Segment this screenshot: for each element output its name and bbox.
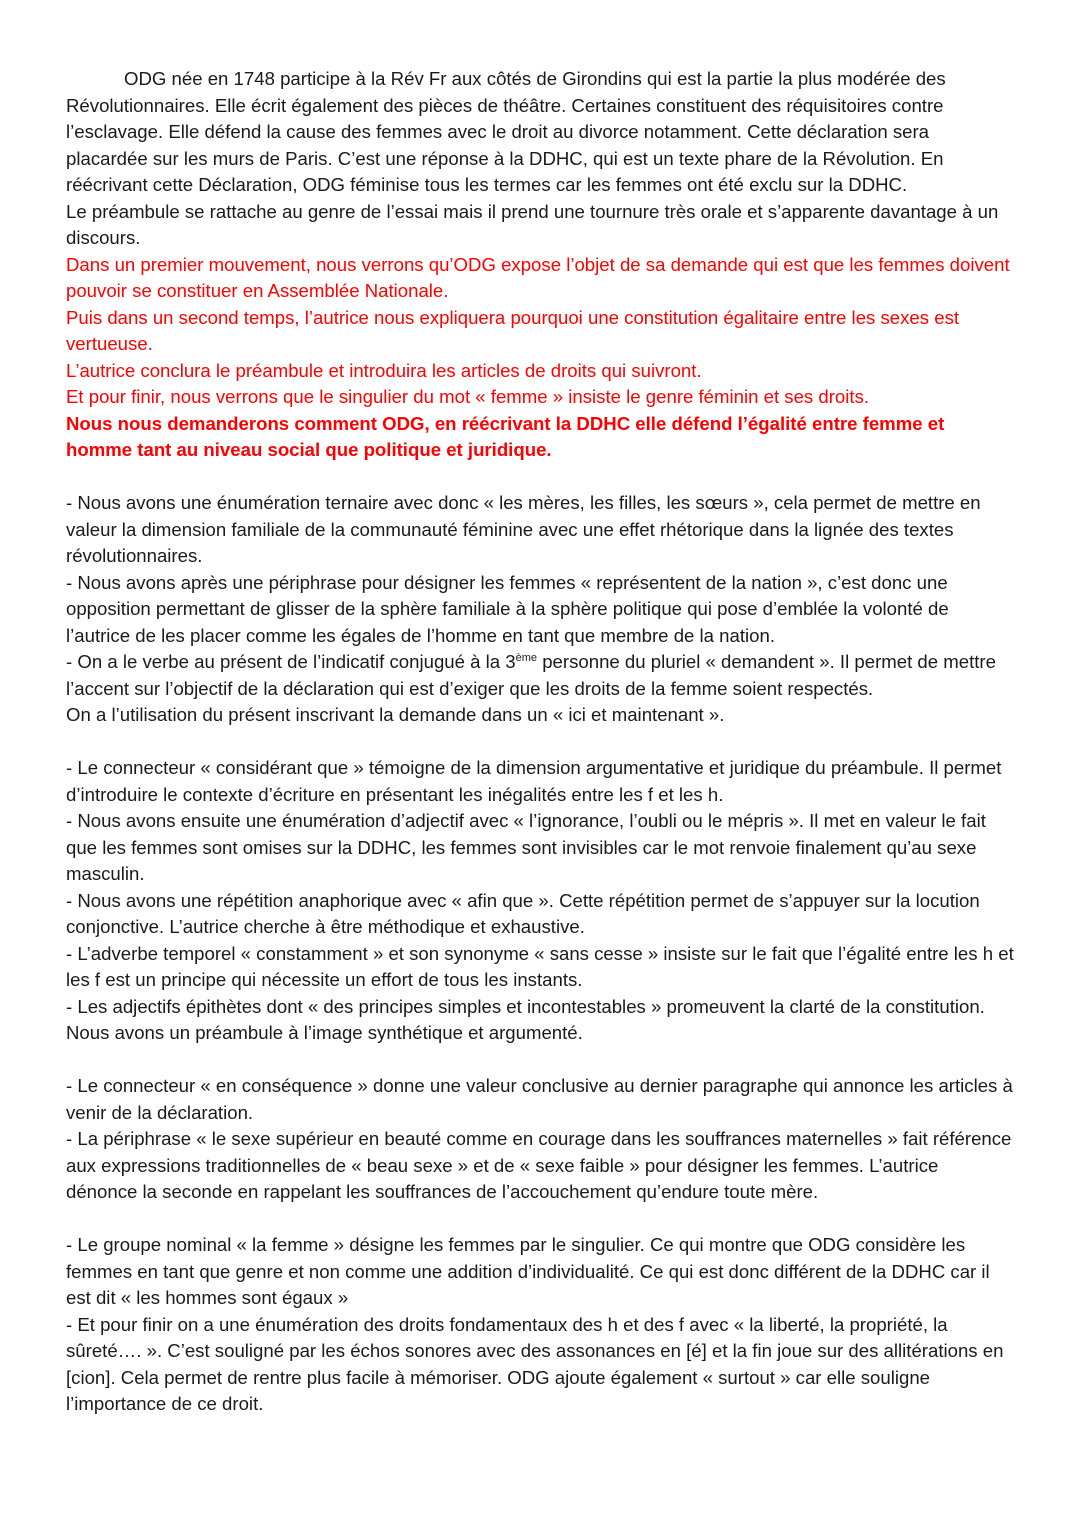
- superscript: ème: [515, 652, 538, 664]
- analysis-text: personne du pluriel « demandent ». Il permet de mettre l’accent sur l’objectif de la déclaration qui est d’exiger que les droits de la femme soient respectés.: [66, 651, 996, 699]
- spacer: [66, 464, 1014, 491]
- analysis-item: - Et pour finir on a une énumération des droits fondamentaux des h et des f avec « la liberté, la propriété, la sûreté…. ». C’est souligné par les échos sonores avec des assonances en [é] et la fin joue sur des allitérations en [cion]. Cela permet de rentre plus facile à mémoriser. ODG ajoute également « surtout » car elle souligne l’importance de ce droit.: [66, 1313, 1004, 1414]
- analysis-item: - Le groupe nominal « la femme » désigne les femmes par le singulier. Ce qui montre que ODG considère les femmes en tant que genre et non comme une addition d’individualité. Ce qui est donc différent de la DDHC car il est dit « les hommes sont égaux »: [66, 1234, 990, 1308]
- analysis-item: - Le connecteur « considérant que » témoigne de la dimension argumentative et juridique du préambule. Il permet d’introduire le contexte d’écriture en présentant les inégalités entre les f et les h.: [66, 757, 1002, 805]
- analysis-item: - Le connecteur « en conséquence » donne une valeur conclusive au dernier paragraphe qui annonce les articles à venir de la déclaration.: [66, 1075, 1013, 1123]
- analysis-item: - L’adverbe temporel « constamment » et son synonyme « sans cesse » insiste sur le fait que l’égalité entre les h et les f est un principe qui nécessite un effort de tous les instants.: [66, 942, 1014, 990]
- analysis-item: - Nous avons une énumération ternaire avec donc « les mères, les filles, les sœurs », cela permet de mettre en valeur la dimension familiale de la communauté féminine avec une effet rhétorique dans la lignée des textes révolutionnaires.: [66, 492, 981, 566]
- plan-movement-4: Et pour finir, nous verrons que le singulier du mot « femme » insiste le genre féminin et ses droits.: [66, 386, 870, 407]
- plan-movement-3: L’autrice conclura le préambule et introduira les articles de droits qui suivront.: [66, 359, 702, 381]
- analysis-item: - Nous avons ensuite une énumération d’adjectif avec « l’ignorance, l’oubli ou le mépris ». Il met en valeur le fait que les femmes sont omises sur la DDHC, les femmes sont invisibles car le mot renvoie finalement qu’au sexe masculin.: [66, 810, 986, 884]
- plan-movement-2: Puis dans un second temps, l’autrice nous expliquera pourquoi une constitution égalitaire entre les sexes est vertueuse.: [66, 306, 960, 354]
- analysis-item: [66, 649, 1014, 702]
- analysis-item: - Nous avons une répétition anaphorique avec « afin que ». Cette répétition permet de s’appuyer sur la locution conjonctive. L’autrice cherche à être méthodique et exhaustive.: [66, 889, 980, 937]
- analysis-item: - La périphrase « le sexe supérieur en beauté comme en courage dans les souffrances maternelles » fait référence aux expressions traditionnelles de « beau sexe » et de « sexe faible » pour désigner les femmes. L’autrice dénonce la seconde en rappelant les souffrances de l’accouchement qu’endure toute mère.: [66, 1128, 1012, 1202]
- problematique: Nous nous demanderons comment ODG, en réécrivant la DDHC elle défend l’égalité entre femme et homme tant au niveau social que politique et juridique.: [66, 412, 945, 460]
- analysis-item: - Nous avons après une périphrase pour désigner les femmes « représentent de la nation », c’est donc une opposition permettant de glisser de la sphère familiale à la sphère politique qui pose d’emblée la volonté de l’autrice de les placer comme les égales de l’homme en tant que membre de la nation.: [66, 571, 949, 646]
- genre-paragraph: Le préambule se rattache au genre de l’essai mais il prend une tournure très orale et s’apparente davantage à un discours.: [66, 200, 999, 248]
- spacer: [66, 729, 1014, 756]
- spacer: [66, 1206, 1014, 1233]
- analysis-text: - On a le verbe au présent de l’indicatif conjugué à la 3: [66, 651, 516, 672]
- plan-movement-1: Dans un premier mouvement, nous verrons qu’ODG expose l’objet de sa demande qui est que les femmes doivent pouvoir se constituer en Assemblée Nationale.: [66, 253, 1010, 301]
- analysis-item: - Les adjectifs épithètes dont « des principes simples et incontestables » promeuvent la clarté de la constitution. Nous avons un préambule à l’image synthétique et argumenté.: [66, 995, 985, 1043]
- spacer: [66, 1047, 1014, 1074]
- intro-paragraph: ODG née en 1748 participe à la Rév Fr aux côtés de Girondins qui est la partie la plus modérée des Révolutionnaires. Elle écrit également des pièces de théâtre. Certaines constituent des réquisitoires contre l’esclavage. Elle défend la cause des femmes avec le droit au divorce notamment. Cette déclaration sera placardée sur les murs de Paris. C’est une réponse à la DDHC, qui est un texte phare de la Révolution. En réécrivant cette Déclaration, ODG féminise tous les termes car les femmes ont été exclu sur la DDHC.: [66, 68, 946, 195]
- analysis-item: On a l’utilisation du présent inscrivant la demande dans un « ici et maintenant ».: [66, 704, 725, 725]
